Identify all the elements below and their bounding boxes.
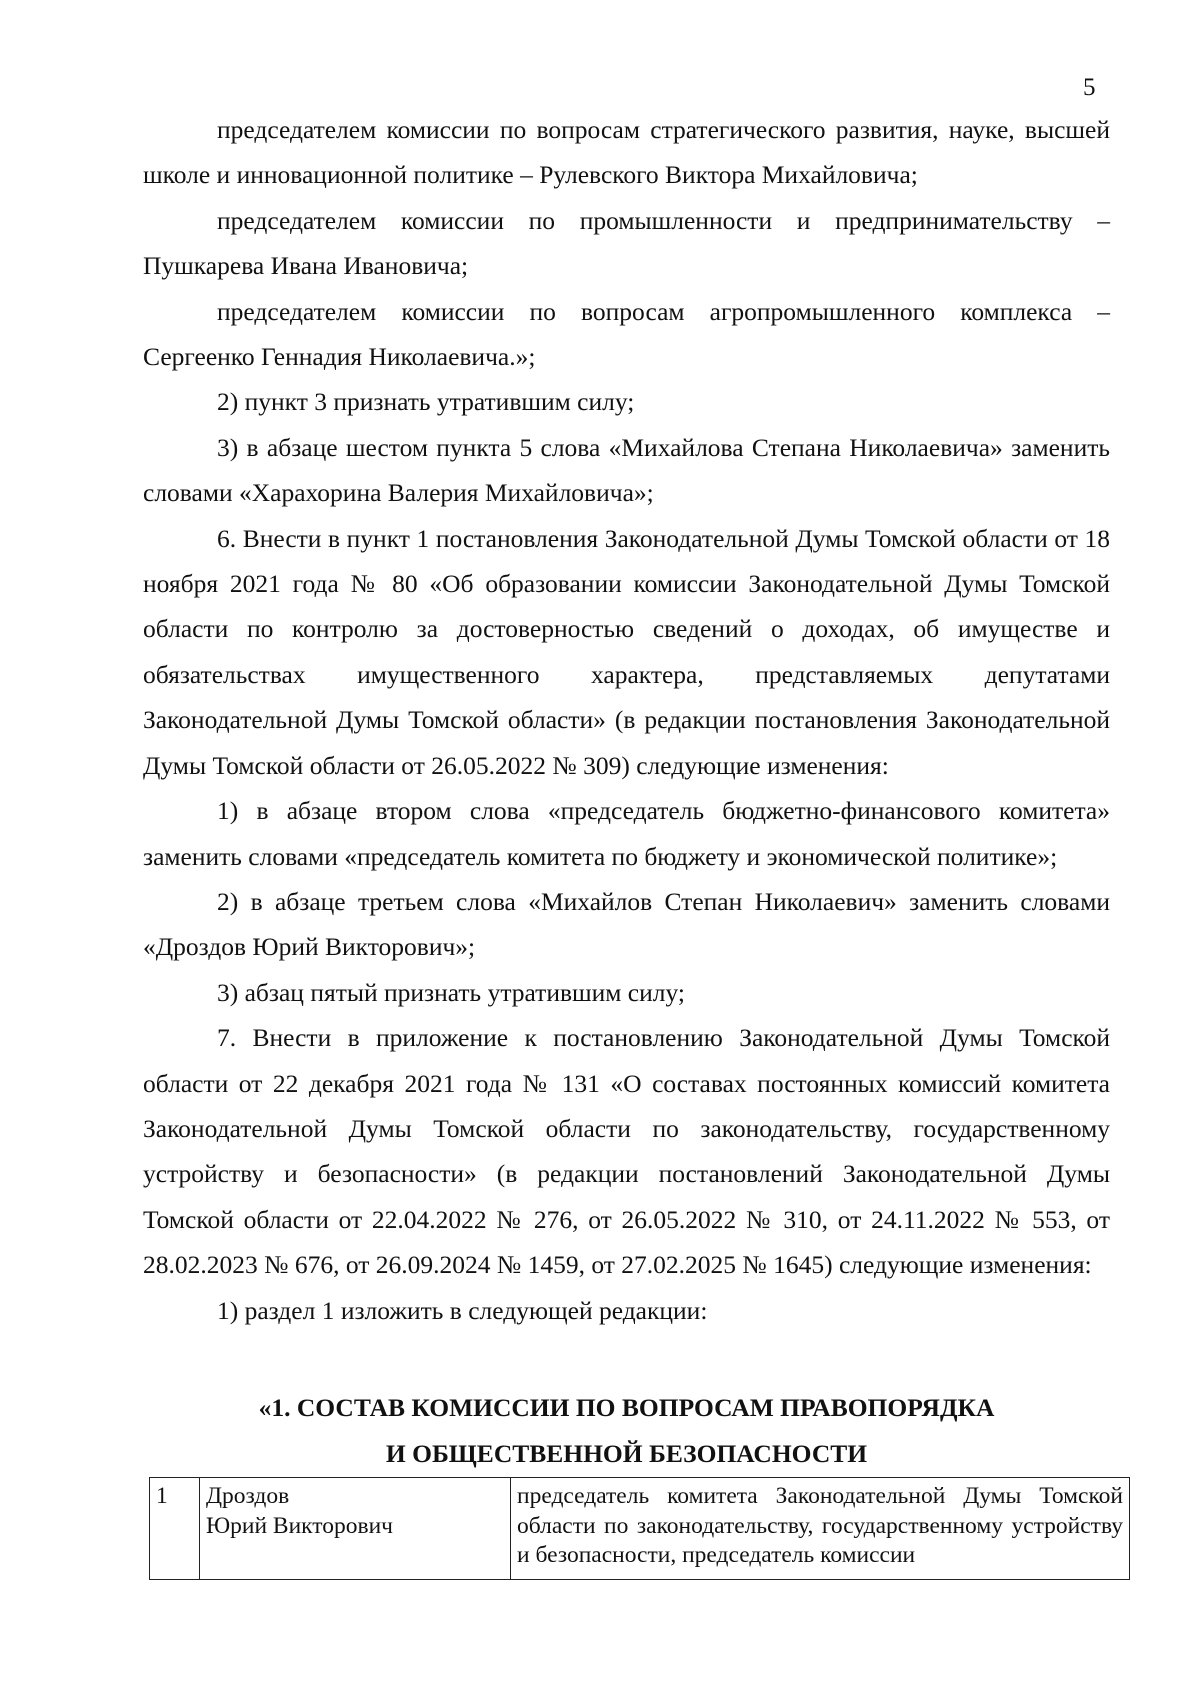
- member-name: [200, 1478, 511, 1580]
- section-title: [143, 1385, 1110, 1477]
- member-given-names: Юрий Викторович: [206, 1512, 393, 1539]
- document-body: [143, 107, 1110, 1333]
- page-number: 5: [1083, 74, 1096, 101]
- paragraph-section-7-item-1: 1) раздел 1 изложить в следующей редакции:: [217, 1295, 708, 1325]
- paragraph-item-2-clause-3: 2) пункт 3 признать утратившим силу;: [217, 387, 635, 417]
- paragraph-chairman-strategic-development: председателем комиссии по вопросам стратегического развития, науке, высшей школе и инновационной политике – Рулевского Виктора Михайловича;: [143, 115, 1110, 190]
- paragraph-section-7: 7. Внести в приложение к постановлению Законодательной Думы Томской области от 22 декабря 2021 года № 131 «О составах постоянных комиссий комитета Законодательной Думы Томской области по законодательству, государственному устройству и безопасности» (в редакции постановлений Законодательной Думы Томской области от 22.04.2022 № 276, от 26.05.2022 № 310, от 24.11.2022 № 553, от 28.02.2023 № 676, от 26.09.2024 № 1459, от 27.02.2025 № 1645) следующие изменения:: [143, 1023, 1110, 1280]
- paragraph-section-6-item-2: 2) в абзаце третьем слова «Михайлов Степан Николаевич» заменить словами «Дроздов Юрий Викторович»;: [143, 886, 1110, 962]
- member-surname: Дроздов: [206, 1483, 290, 1509]
- section-title-line-2: И ОБЩЕСТВЕННОЙ БЕЗОПАСНОСТИ: [385, 1439, 868, 1468]
- paragraph-section-6: 6. Внести в пункт 1 постановления Законодательной Думы Томской области от 18 ноября 2021 года № 80 «Об образовании комиссии Законодательной Думы Томской области по контролю за достоверностью сведений о доходах, об имуществе и обязательствах имущественного характера, представляемых депутатами Законодательной Думы Томской области» (в редакции постановления Законодательной Думы Томской области от 26.05.2022 № 309) следующие изменения:: [143, 523, 1110, 780]
- paragraph-item-3-clause-5: 3) в абзаце шестом пункта 5 слова «Михайлова Степана Николаевича» заменить словами «Харахорина Валерия Михайловича»;: [143, 432, 1110, 508]
- paragraph-chairman-agro: председателем комиссии по вопросам агропромышленного комплекса – Сергеенко Геннадия Николаевича.»;: [143, 296, 1110, 372]
- paragraph-section-6-item-1: 1) в абзаце втором слова «председатель бюджетно-финансового комитета» заменить словами «председатель комитета по бюджету и экономической политике»;: [143, 796, 1110, 871]
- table-row: [150, 1478, 1130, 1580]
- paragraph-section-6-item-3: 3) абзац пятый признать утратившим силу;: [217, 977, 685, 1007]
- paragraph-chairman-industry: председателем комиссии по промышленности и предпринимательству – Пушкарева Ивана Ивановича;: [143, 205, 1110, 281]
- member-number: 1: [150, 1478, 200, 1580]
- commission-composition-table: [149, 1477, 1130, 1580]
- section-title-line-1: «1. СОСТАВ КОМИССИИ ПО ВОПРОСАМ ПРАВОПОРЯДКА: [258, 1393, 995, 1422]
- member-role: председатель комитета Законодательной Думы Томской области по законодательству, государственному устройству и безопасности, председатель комиссии: [511, 1478, 1130, 1580]
